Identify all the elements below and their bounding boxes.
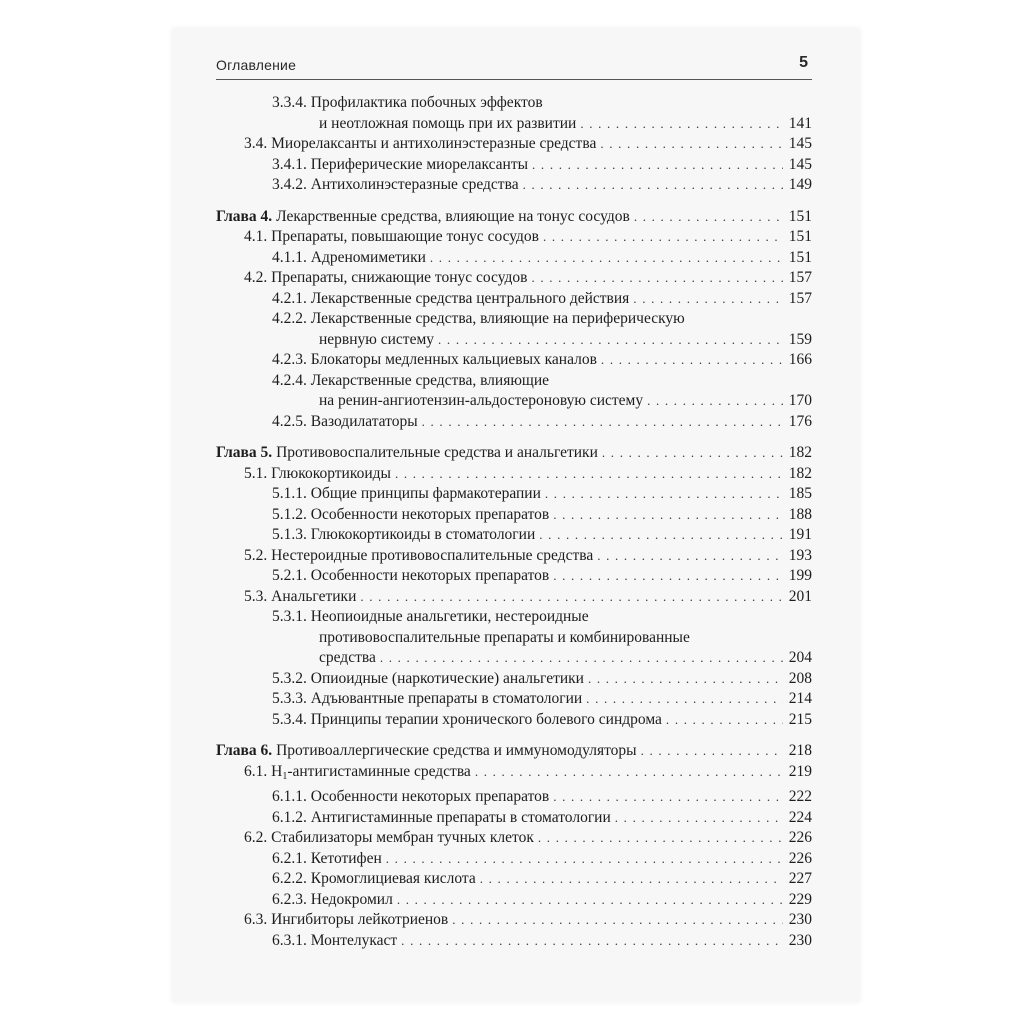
toc-entry: 6.1.2. Антигистаминные препараты в стоматологии . . . 224 [216, 808, 812, 829]
toc-entry: 5.3.1. Неопиоидные анальгетики, нестероидные [272, 608, 589, 625]
toc-page: 230 [788, 931, 812, 949]
toc-page: 157 [788, 289, 812, 307]
toc-page: 188 [788, 505, 812, 523]
toc-entry: 4.2. Препараты, снижающие тонус сосудов . . . 157 [216, 268, 812, 289]
toc-page: 151 [788, 207, 812, 225]
toc-page: 230 [788, 911, 812, 928]
toc-entry: на ренин-ангиотензин-альдостероновую систему . . . 170 [216, 391, 812, 412]
toc-entry: средства . . . 204 [216, 648, 812, 669]
toc-page: 170 [788, 392, 812, 409]
page-number: 5 [799, 54, 808, 71]
toc-page: 229 [788, 890, 812, 908]
header-title: Оглавление [216, 57, 297, 73]
toc-page: 224 [788, 808, 812, 826]
toc-entry: 6.2. Стабилизаторы мембран тучных клеток . . . 226 [216, 828, 812, 849]
toc-page: 222 [788, 788, 812, 805]
toc-entry: 6.2.3. Недокромил . . . 229 [216, 890, 812, 911]
toc-entry: 4.2.1. Лекарственные средства центрального действия . . . 157 [216, 289, 812, 310]
toc-page: 157 [788, 269, 812, 286]
toc-entry: 5.1.3. Глюкокортикоиды в стоматологии . . . 191 [216, 525, 812, 546]
toc-entry: 5.3.4. Принципы терапии хронического болевого синдрома . . . 215 [216, 710, 812, 731]
running-header [216, 53, 812, 80]
toc-chapter: Глава 5. Противовоспалительные средства и анальгетики . . . 182 [216, 443, 812, 464]
toc-page: 201 [788, 587, 812, 605]
toc-page: 218 [788, 742, 812, 759]
toc-entry: 5.1. Глюкокортикоиды . . . 182 [216, 464, 812, 485]
toc-page: 182 [788, 444, 812, 461]
toc-entry: 5.1.2. Особенности некоторых препаратов . . . 188 [216, 505, 812, 526]
toc-page: 176 [788, 412, 812, 430]
toc-entry: 4.2.2. Лекарственные средства, влияющие на периферическую [272, 310, 685, 327]
toc-page: 159 [788, 330, 812, 348]
toc-entry: 6.2.2. Кромоглициевая кислота . . . 227 [216, 869, 812, 890]
toc-entry: 6.1.1. Особенности некоторых препаратов . . . 222 [216, 787, 812, 808]
toc-page: 191 [788, 526, 812, 543]
toc-entry: противовоспалительные препараты и комбинированные [319, 628, 690, 646]
toc-page: 151 [788, 248, 812, 266]
toc-page: 182 [788, 464, 812, 482]
toc-entry: 4.1. Препараты, повышающие тонус сосудов . . . 151 [216, 227, 812, 248]
toc-page: 185 [788, 485, 812, 502]
toc-entry: 5.2. Нестероидные противовоспалительные средства . . . 193 [216, 546, 812, 567]
toc-page: 227 [788, 870, 812, 887]
toc-page: 204 [788, 649, 812, 666]
toc-entry: 5.3.3. Адъювантные препараты в стоматологии . . . 214 [216, 689, 812, 710]
toc-page: 151 [788, 228, 812, 245]
toc-page: 193 [788, 546, 812, 564]
toc-page: 226 [788, 849, 812, 867]
toc-page: 166 [788, 351, 812, 368]
toc-page: 208 [788, 669, 812, 687]
toc-page: 219 [788, 762, 812, 780]
toc-page: 214 [788, 690, 812, 707]
toc-entry: 4.2.5. Вазодилататоры . . . 176 [216, 412, 812, 433]
toc-page: 141 [788, 114, 812, 132]
toc-page: 145 [788, 135, 812, 152]
toc-entry: 4.2.3. Блокаторы медленных кальциевых каналов . . . 166 [216, 350, 812, 371]
toc-chapter: Глава 4. Лекарственные средства, влияющие на тонус сосудов . . . 151 [216, 207, 812, 228]
toc-entry: 5.3.2. Опиоидные (наркотические) анальгетики . . . 208 [216, 669, 812, 690]
toc-entry: 6.3. Ингибиторы лейкотриенов . . . 230 [216, 910, 812, 931]
toc-entry: 4.1.1. Адреномиметики . . . 151 [216, 248, 812, 269]
toc-page: 149 [788, 176, 812, 193]
toc-entry: 5.2.1. Особенности некоторых препаратов . . . 199 [216, 566, 812, 587]
toc-entry: 5.3. Анальгетики . . . 201 [216, 587, 812, 608]
toc-page: 145 [788, 155, 812, 173]
table-of-contents [216, 93, 812, 951]
toc-entry: 6.3.1. Монтелукаст . . . 230 [216, 931, 812, 952]
toc-entry: 6.2.1. Кетотифен . . . 226 [216, 849, 812, 870]
toc-page: 215 [788, 710, 812, 728]
toc-entry: 3.4. Миорелаксанты и антихолинэстеразные средства . . . 145 [216, 134, 812, 155]
toc-entry: 3.3.4. Профилактика побочных эффектов [272, 94, 543, 111]
toc-page: 199 [788, 567, 812, 584]
toc-entry: и неотложная помощь при их развитии . . . 141 [216, 114, 812, 135]
toc-entry: 6.1. H1-антигистаминные средства . . . 219 [216, 762, 812, 788]
toc-chapter: Глава 6. Противоаллергические средства и иммуномодуляторы . . . 218 [216, 741, 812, 762]
toc-entry: 3.4.1. Периферические миорелаксанты . . . 145 [216, 155, 812, 176]
toc-entry: 3.4.2. Антихолинэстеразные средства . . . 149 [216, 175, 812, 196]
toc-entry: 4.2.4. Лекарственные средства, влияющие [272, 371, 550, 389]
toc-entry: нервную систему . . . 159 [216, 330, 812, 351]
toc-page: 226 [788, 829, 812, 846]
toc-entry: 5.1.1. Общие принципы фармакотерапии . . . 185 [216, 484, 812, 505]
